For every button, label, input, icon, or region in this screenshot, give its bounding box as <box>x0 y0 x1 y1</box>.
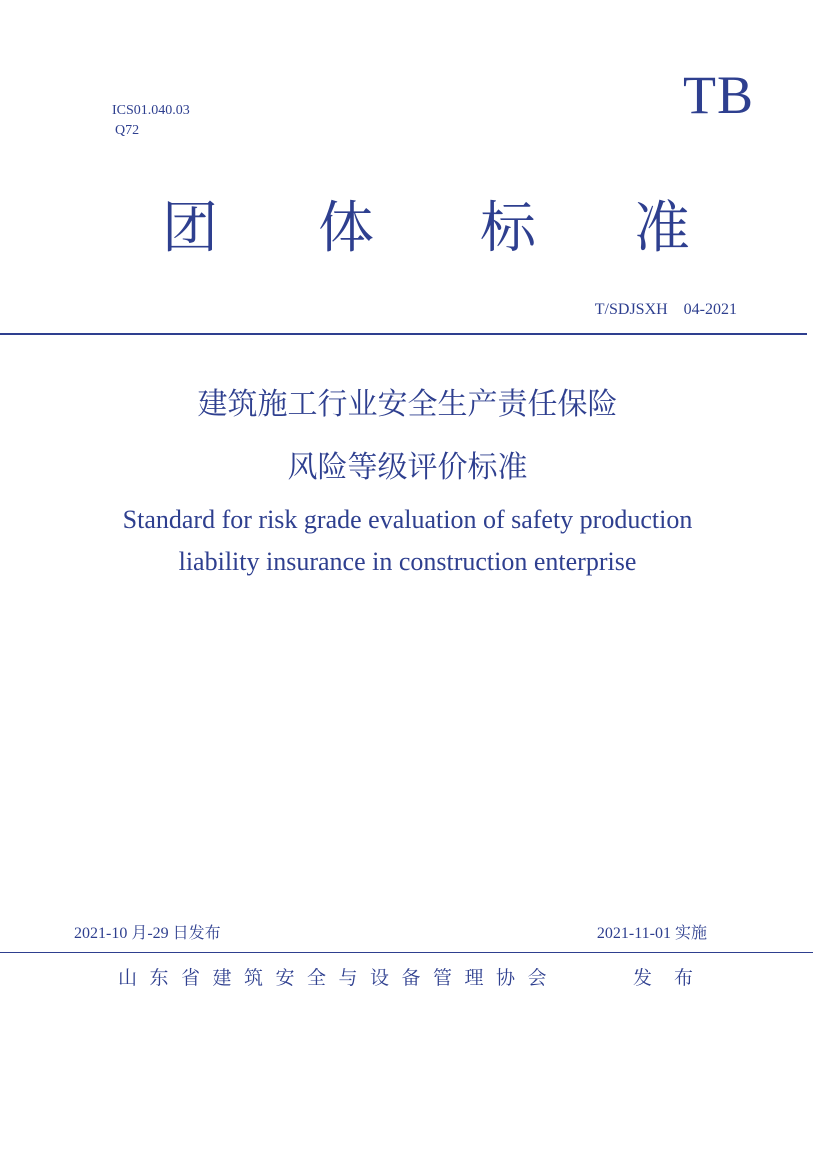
footer-divider <box>0 952 813 953</box>
implementation-date: 2021-11-01 实施 <box>596 925 707 942</box>
category-char-3: 标 <box>480 196 536 261</box>
issue-date: 2021-10 月-29 日发布 <box>74 925 221 942</box>
title-en-line-2: liability insurance in construction enterprise <box>178 547 637 576</box>
ics-code: ICS01.040.03 <box>112 103 190 118</box>
category-char-4: 准 <box>634 196 690 261</box>
title-cn-line-2: 风险等级评价标准 <box>287 450 528 485</box>
publisher-name: 山东省建筑安全与设备管理协会 <box>118 967 560 989</box>
document-category-title <box>150 194 710 264</box>
title-en-line-1: Standard for risk grade evaluation of safety production <box>122 505 693 534</box>
category-char-2: 体 <box>318 196 374 261</box>
header-divider <box>0 333 807 335</box>
class-code: Q72 <box>115 123 140 138</box>
classification-codes <box>112 101 190 141</box>
title-cn-line-1: 建筑施工行业安全生产责任保险 <box>197 387 618 422</box>
category-char-1: 团 <box>162 196 218 261</box>
publish-label: 发布 <box>633 967 716 989</box>
standard-type-badge: TB <box>683 65 755 125</box>
standard-number: T/SDJSXH 04-2021 <box>594 301 737 318</box>
